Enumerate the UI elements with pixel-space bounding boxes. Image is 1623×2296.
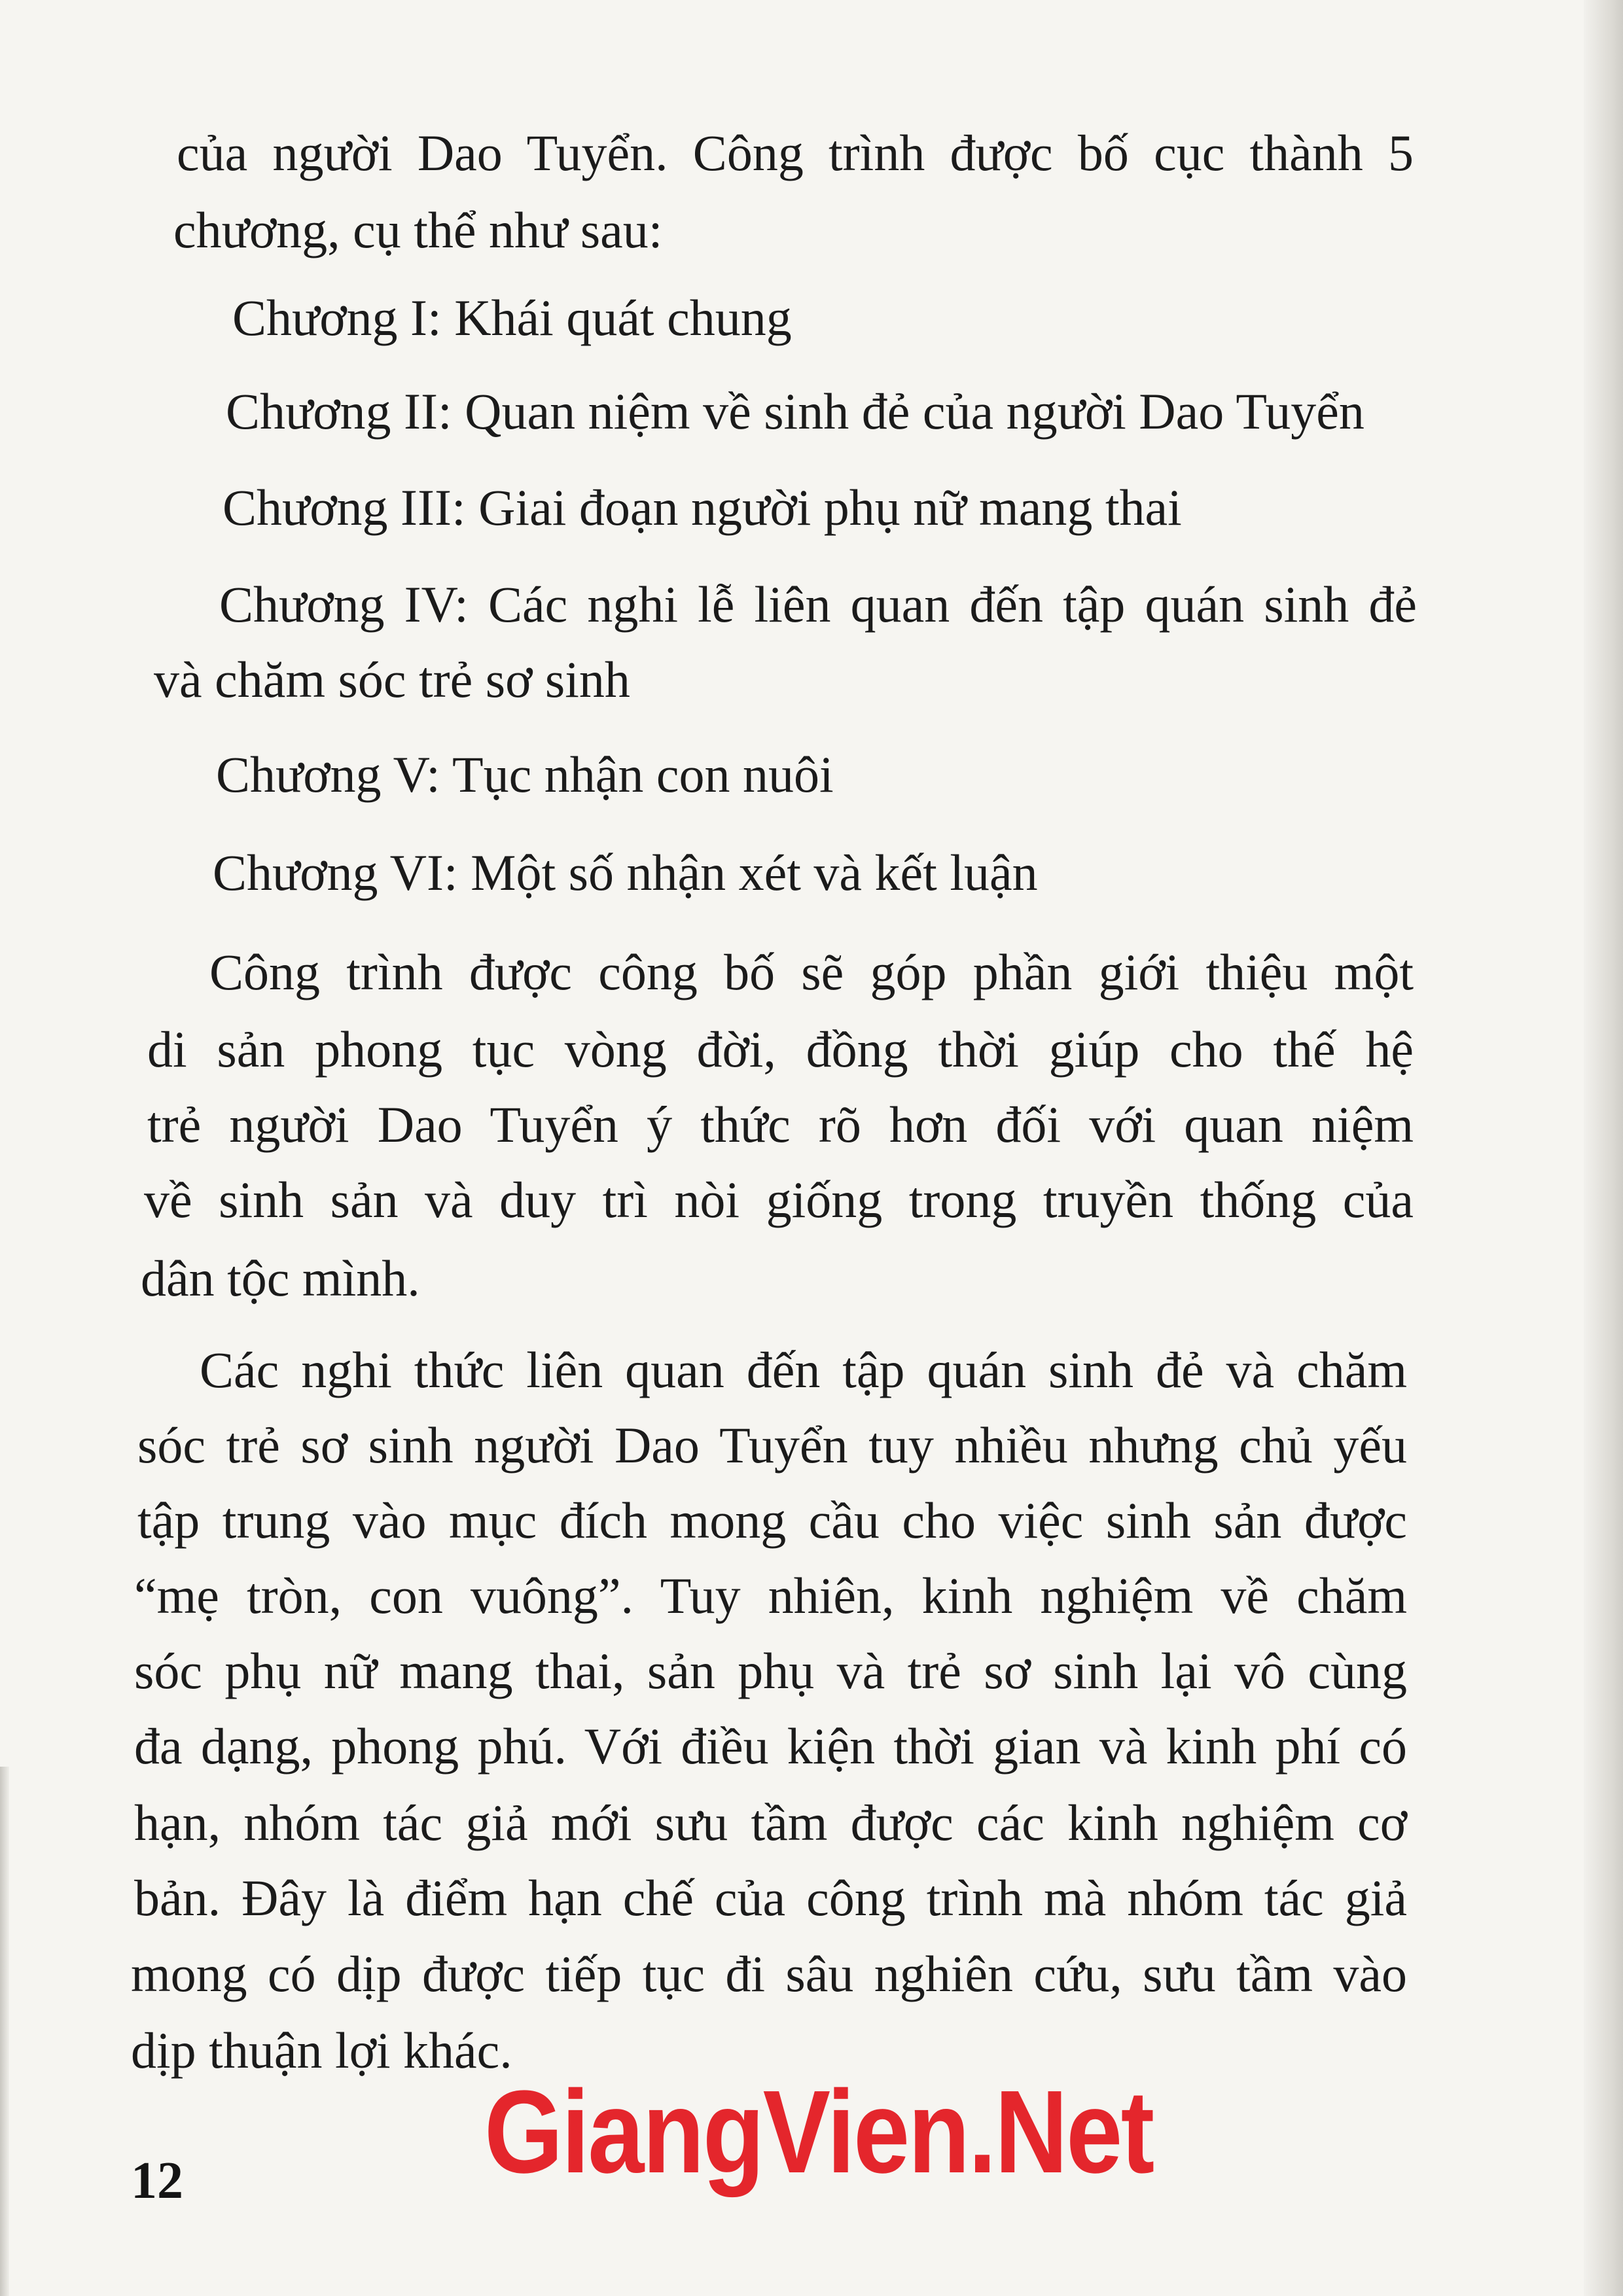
- text-line: sóc trẻ sơ sinh người Dao Tuyển tuy nhiều nhưng chủ yếu: [137, 1417, 1407, 1474]
- text-line: dân tộc mình.: [141, 1250, 420, 1307]
- watermark-logo: GiangVien.Net: [484, 2066, 1153, 2198]
- chapter-item: Chương I: Khái quát chung: [232, 289, 792, 346]
- chapter-item-continuation: và chăm sóc trẻ sơ sinh: [154, 651, 630, 708]
- text-line: mong có dịp được tiếp tục đi sâu nghiên cứu, sưu tầm vào: [131, 1945, 1407, 2002]
- text-line: đa dạng, phong phú. Với điều kiện thời gian và kinh phí có: [134, 1718, 1407, 1775]
- chapter-item: Chương VI: Một số nhận xét và kết luận: [213, 844, 1038, 901]
- text-line: của người Dao Tuyển. Công trình được bố cục thành 5: [177, 124, 1414, 181]
- text-line: tập trung vào mục đích mong cầu cho việc sinh sản được: [137, 1492, 1407, 1549]
- text-line: Công trình được công bố sẽ góp phần giới thiệu một: [209, 944, 1414, 1000]
- chapter-item: Chương II: Quan niệm về sinh đẻ của người Dao Tuyển: [226, 383, 1364, 440]
- chapter-item: Chương V: Tục nhận con nuôi: [216, 746, 834, 803]
- page-binding-shadow: [0, 1767, 9, 2296]
- text-line: trẻ người Dao Tuyển ý thức rõ hơn đối với quan niệm: [147, 1096, 1414, 1153]
- text-line: “mẹ tròn, con vuông”. Tuy nhiên, kinh nghiệm về chăm: [134, 1567, 1407, 1624]
- text-line: chương, cụ thể như sau:: [173, 202, 663, 258]
- chapter-item: Chương IV: Các nghi lễ liên quan đến tập quán sinh đẻ: [219, 576, 1417, 633]
- page-edge-shadow: [1584, 0, 1623, 2296]
- text-line: sóc phụ nữ mang thai, sản phụ và trẻ sơ sinh lại vô cùng: [134, 1642, 1407, 1699]
- text-line: bản. Đây là điểm hạn chế của công trình mà nhóm tác giả: [134, 1869, 1407, 1926]
- text-line: hạn, nhóm tác giả mới sưu tầm được các kinh nghiệm cơ: [134, 1794, 1407, 1851]
- text-line: di sản phong tục vòng đời, đồng thời giúp cho thế hệ: [147, 1021, 1414, 1078]
- text-line: dịp thuận lợi khác.: [131, 2022, 512, 2079]
- page-number: 12: [131, 2152, 183, 2210]
- chapter-item: Chương III: Giai đoạn người phụ nữ mang thai: [223, 479, 1182, 536]
- text-line: về sinh sản và duy trì nòi giống trong truyền thống của: [144, 1171, 1414, 1228]
- text-line: Các nghi thức liên quan đến tập quán sinh đẻ và chăm: [200, 1341, 1407, 1398]
